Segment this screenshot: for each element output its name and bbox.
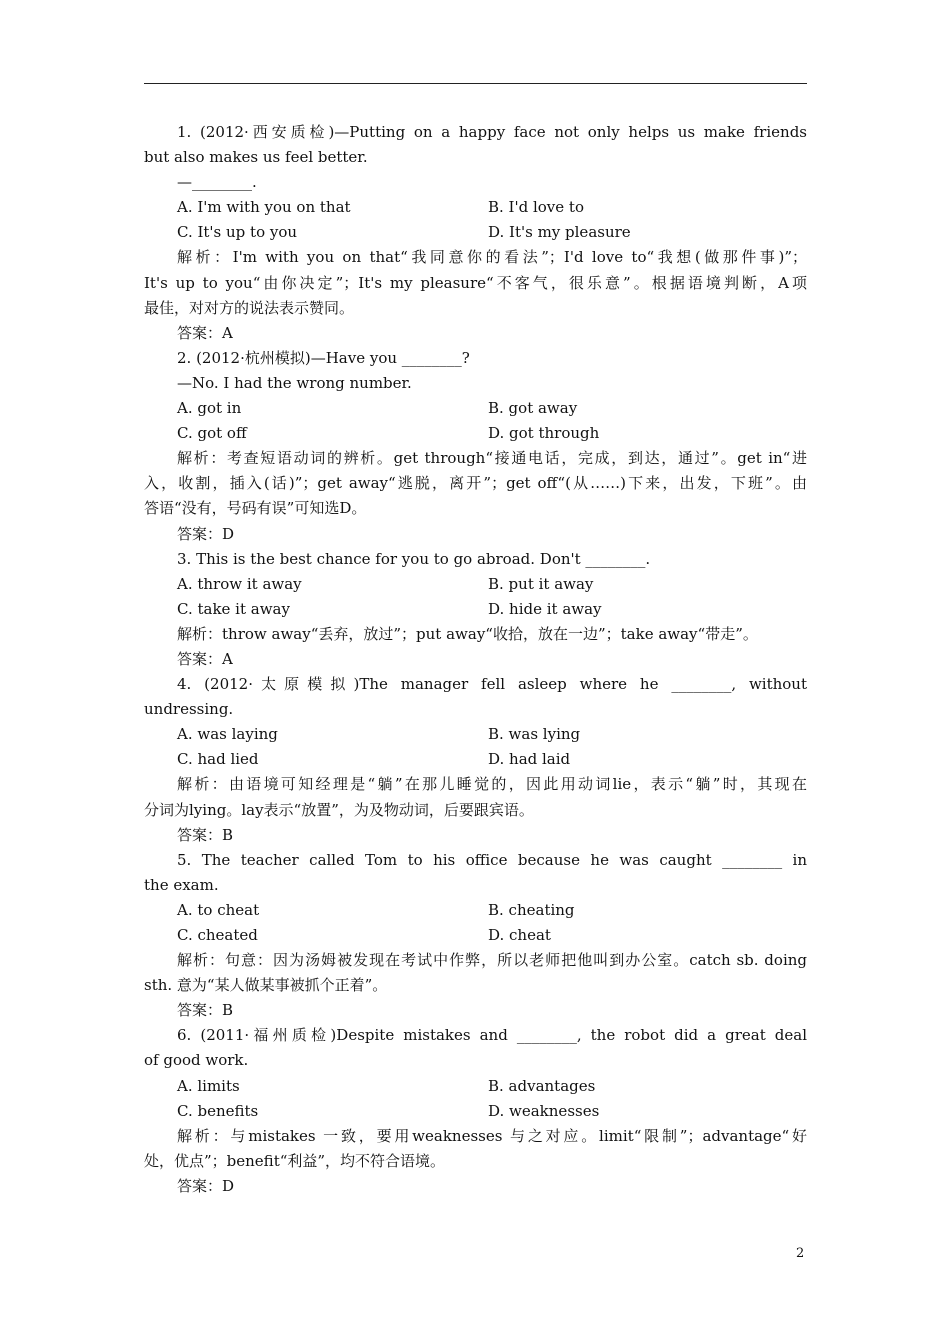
question-stem: 6. (2011·福州质检)Despite mistakes and ________, the robot did a great deal	[177, 1026, 807, 1045]
options-row	[144, 195, 807, 220]
question-stem: undressing.	[144, 700, 234, 719]
option-a: A. was laying	[177, 725, 278, 744]
analysis-text: 解析：句意：因为汤姆被发现在考试中作弊，所以老师把他叫到办公室。catch sb. doing	[177, 951, 807, 970]
document-body	[144, 120, 807, 1199]
question-stem: but also makes us feel better.	[144, 148, 368, 167]
analysis-text: 解析：由语境可知经理是“躺”在那儿睡觉的，因此用动词lie，表示“躺”时，其现在	[177, 775, 807, 794]
option-c: C. It's up to you	[177, 223, 298, 242]
answer-text: 答案：B	[177, 1001, 234, 1020]
question-stem: 2. (2012·杭州模拟)—Have you ________?	[177, 348, 470, 367]
option-a: A. I'm with you on that	[177, 198, 351, 217]
option-d: D. It's my pleasure	[488, 223, 631, 242]
option-c: C. take it away	[177, 599, 290, 618]
option-d: D. cheat	[488, 926, 551, 944]
option-a: A. limits	[177, 1076, 240, 1095]
analysis-text: 解析：throw away“丢弃，放过”；put away“收拾，放在一边”；take away“带走”。	[177, 624, 758, 643]
options-row	[144, 597, 807, 622]
option-b: B. got away	[488, 399, 578, 418]
option-b: B. put it away	[488, 574, 594, 593]
options-row	[144, 747, 807, 772]
option-a: A. throw it away	[177, 574, 302, 593]
answer-text: 答案：D	[177, 524, 235, 543]
option-b: B. was lying	[488, 725, 581, 744]
analysis-text: 分词为lying。lay表示“放置”，为及物动词，后要跟宾语。	[144, 800, 534, 819]
options-row	[144, 1074, 807, 1099]
question-prompt: —No. I had the wrong number.	[177, 373, 412, 392]
question-stem: of good work.	[144, 1051, 249, 1070]
answer-text: 答案：B	[177, 825, 234, 844]
analysis-text: 最佳，对对方的说法表示赞同。	[144, 298, 355, 317]
option-c: C. cheated	[177, 926, 258, 944]
question-stem: 4. (2012·太原模拟)The manager fell asleep where he ________, without	[177, 675, 807, 694]
question-stem: 1. (2012·西安质检)—Putting on a happy face not only helps us make friends	[177, 123, 807, 141]
options-row	[144, 898, 807, 923]
answer-text: 答案：D	[177, 1176, 235, 1195]
question-stem: 5. The teacher called Tom to his office because he was caught ________ in	[177, 850, 807, 869]
option-c: C. got off	[177, 424, 247, 443]
options-row	[144, 923, 807, 948]
question-stem: the exam.	[144, 875, 219, 894]
question-2	[144, 346, 807, 547]
option-b: B. cheating	[488, 900, 575, 919]
answer-text: 答案：A	[177, 649, 233, 668]
analysis-text: sth. 意为“某人做某事被抓个正着”。	[144, 976, 388, 995]
option-d: D. had laid	[488, 750, 571, 769]
option-c: C. had lied	[177, 750, 259, 769]
analysis-text: 解析：I'm with you on that“我同意你的看法”；I'd love to“我想(做那件事)”；	[177, 248, 807, 267]
page-number: 2	[796, 1246, 805, 1261]
option-a: A. got in	[177, 399, 242, 418]
option-c: C. benefits	[177, 1101, 259, 1120]
analysis-text: 处，优点”；benefit“利益”，均不符合语境。	[144, 1151, 446, 1170]
question-6	[144, 1023, 807, 1199]
option-b: B. advantages	[488, 1076, 596, 1095]
question-prompt: —________.	[177, 173, 257, 192]
question-1	[144, 120, 807, 346]
answer-text: 答案：A	[177, 323, 233, 342]
analysis-text: It's up to you“由你决定”；It's my pleasure“不客气，很乐意”。根据语境判断，A项	[144, 273, 807, 292]
options-row	[144, 421, 807, 446]
question-stem: 3. This is the best chance for you to go abroad. Don't ________.	[177, 549, 651, 568]
option-a: A. to cheat	[177, 900, 260, 919]
option-b: B. I'd love to	[488, 198, 584, 217]
options-row	[144, 1099, 807, 1124]
question-3	[144, 547, 807, 672]
options-row	[144, 572, 807, 597]
analysis-text: 解析：与mistakes 一致，要用weaknesses 与之对应。limit“限制”；advantage“好	[177, 1126, 807, 1145]
analysis-text: 入，收割，插入(话)”；get away“逃脱，离开”；get off“(从……)下来，出发，下班”。由	[144, 474, 807, 493]
question-5	[144, 848, 807, 1024]
header-rule	[144, 83, 807, 84]
options-row	[144, 722, 807, 747]
options-row	[144, 220, 807, 245]
options-row	[144, 396, 807, 421]
question-4	[144, 672, 807, 848]
analysis-text: 答语“没有，号码有误”可知选D。	[144, 499, 367, 518]
option-d: D. weaknesses	[488, 1101, 600, 1120]
analysis-text: 解析：考查短语动词的辨析。get through“接通电话，完成，到达，通过”。get in“进	[177, 449, 807, 468]
option-d: D. got through	[488, 424, 600, 443]
option-d: D. hide it away	[488, 599, 602, 618]
